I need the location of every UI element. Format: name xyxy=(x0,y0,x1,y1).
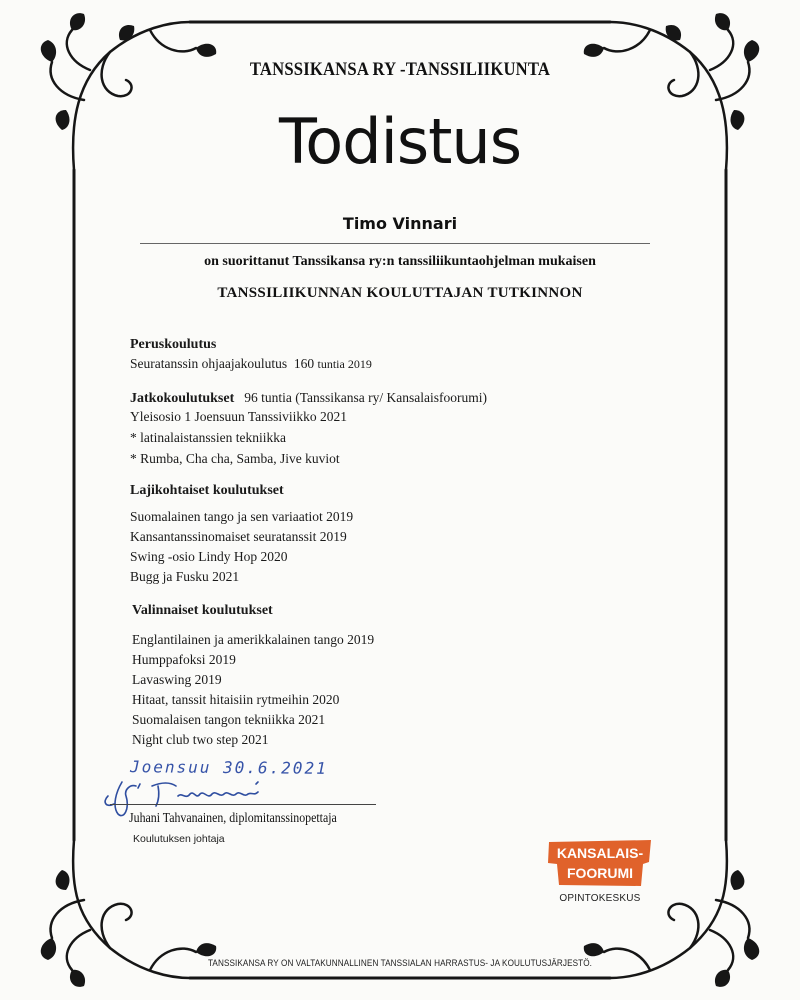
list-item: Englantilainen ja amerikkalainen tango 2019 xyxy=(132,632,375,647)
list-item: Yleisosio 1 Joensuun Tanssiviikko 2021 xyxy=(130,409,348,424)
section-heading-basic: Peruskoulutus xyxy=(130,337,217,352)
logo-line2: FOORUMI xyxy=(566,865,634,881)
section-heading-style-specific: Lajikohtaiset koulutukset xyxy=(130,483,284,498)
signer-role: Koulutuksen johtaja xyxy=(133,833,225,845)
handwritten-place-date: Joensuu 30.6.2021 xyxy=(129,757,328,778)
list-item: Suomalainen tango ja sen variaatiot 2019 xyxy=(130,509,354,524)
list-item: Swing -osio Lindy Hop 2020 xyxy=(130,549,288,564)
recipient-underline xyxy=(140,243,650,244)
section-heading-continuing: Jatkokoulutukset xyxy=(130,391,235,406)
recipient-name: Timo Vinnari xyxy=(342,214,458,233)
list-item: Bugg ja Fusku 2021 xyxy=(130,569,240,584)
list-item: Suomalaisen tangon tekniikka 2021 xyxy=(132,712,326,727)
completion-statement: on suorittanut Tanssikansa ry:n tanssiliikuntaohjelman mukaisen xyxy=(204,254,596,269)
section-heading-elective: Valinnaiset koulutukset xyxy=(132,603,273,618)
certificate-title: Todistus xyxy=(278,105,522,178)
logo-line1: KANSALAIS- xyxy=(556,845,644,861)
list-item: Lavaswing 2019 xyxy=(132,672,222,687)
basic-training-text: Seuratanssin ohjaajakoulutus 160 xyxy=(130,356,318,371)
list-item: Night club two step 2021 xyxy=(132,732,269,747)
basic-training-line xyxy=(130,356,372,372)
kansalaisfoorumi-logo xyxy=(545,838,655,888)
list-item: * Rumba, Cha cha, Samba, Jive kuviot xyxy=(130,451,340,466)
list-item: Kansantanssinomaiset seuratanssit 2019 xyxy=(130,529,347,544)
list-item: * latinalaistanssien tekniikka xyxy=(130,430,286,445)
issuer-heading: TANSSIKANSA RY -TANSSILIIKUNTA xyxy=(249,60,551,80)
continuing-detail: 96 tuntia (Tanssikansa ry/ Kansalaisfoorumi) xyxy=(244,390,488,405)
signature-line xyxy=(110,804,376,805)
continuing-heading-row xyxy=(130,389,487,407)
logo-subtitle: OPINTOKESKUS xyxy=(559,893,641,904)
basic-training-hours: tuntia 2019 xyxy=(317,357,372,371)
degree-title: TANSSILIIKUNNAN KOULUTTAJAN TUTKINNON xyxy=(217,285,583,301)
footer-text: TANSSIKANSA RY ON VALTAKUNNALLINEN TANSSIALAN HARRASTUS- JA KOULUTUSJÄRJESTÖ. xyxy=(207,958,593,969)
signer-name: Juhani Tahvanainen, diplomitanssinopettaja xyxy=(129,810,337,825)
list-item: Hitaat, tanssit hitaisiin rytmeihin 2020 xyxy=(132,692,340,707)
list-item: Humppafoksi 2019 xyxy=(132,652,236,667)
